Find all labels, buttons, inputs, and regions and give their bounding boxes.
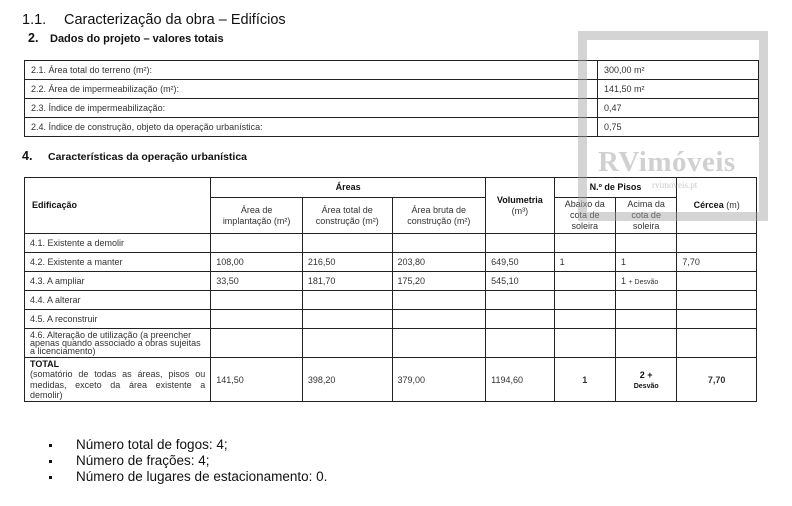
cell-bruta <box>392 291 486 310</box>
cell-bruta: 379,00 <box>392 358 486 402</box>
cell-abaixo <box>554 329 615 358</box>
col-header-area-bruta-construcao: Área bruta de construção (m²) <box>392 198 486 234</box>
volumetria-label: Volumetria <box>496 194 543 205</box>
list-item <box>62 437 327 453</box>
total-label <box>25 358 211 402</box>
row-label <box>25 329 211 358</box>
cell-abaixo <box>554 234 615 253</box>
cell-cercea <box>677 234 757 253</box>
row-value: 141,50 m² <box>598 80 759 99</box>
list-item <box>62 469 327 485</box>
cell-cercea <box>677 291 757 310</box>
cercea-unit: (m) <box>726 200 740 210</box>
table-row <box>25 61 759 80</box>
list-item <box>62 453 327 469</box>
row-label: 2.2. Área de impermeabilização (m²): <box>25 80 598 99</box>
row-label: 4.3. A ampliar <box>25 272 211 291</box>
cell-abaixo: 1 <box>554 358 615 402</box>
cell-implantacao: 141,50 <box>211 358 303 402</box>
summary-list <box>62 437 327 485</box>
cell-acima <box>615 272 676 291</box>
section-number: 2. <box>28 31 39 45</box>
cell-volumetria <box>486 310 554 329</box>
col-header-pisos: N.º de Pisos <box>554 178 677 198</box>
row-value: 0,47 <box>598 99 759 118</box>
cell-bruta <box>392 329 486 358</box>
cercea-label: Cércea <box>693 200 724 210</box>
row-value: 0,75 <box>598 118 759 137</box>
bullet-square-icon <box>49 476 52 479</box>
cell-volumetria <box>486 291 554 310</box>
cell-abaixo: 1 <box>554 253 615 272</box>
table-row <box>25 253 757 272</box>
watermark-url: rvimoveis.pt <box>652 180 698 190</box>
bullet-square-icon <box>49 460 52 463</box>
section-number: 4. <box>22 149 33 163</box>
cell-acima: 1 <box>615 253 676 272</box>
list-item-text: Número de frações: 4; <box>76 453 210 468</box>
col-header-area-total-construcao: Área total de construção (m²) <box>302 198 392 234</box>
section-title: Dados do projeto – valores totais <box>50 33 224 45</box>
table-row <box>25 118 759 137</box>
watermark-brand: RVimóveis <box>598 146 736 178</box>
cell-implantacao: 108,00 <box>211 253 303 272</box>
total-title: TOTAL <box>30 358 60 369</box>
section-title: Caracterização da obra – Edifícios <box>64 12 286 28</box>
cell-implantacao: 33,50 <box>211 272 303 291</box>
row-label: 4.5. A reconstruir <box>25 310 211 329</box>
row-label: 2.1. Área total do terreno (m²): <box>25 61 598 80</box>
cell-total: 398,20 <box>302 358 392 402</box>
table-row <box>25 272 757 291</box>
list-item-text: Número total de fogos: 4; <box>76 437 228 452</box>
cell-acima <box>615 329 676 358</box>
cell-cercea: 7,70 <box>677 253 757 272</box>
cell-total: 216,50 <box>302 253 392 272</box>
col-header-volumetria <box>486 178 554 234</box>
cell-abaixo <box>554 310 615 329</box>
cell-total <box>302 329 392 358</box>
table-row <box>25 99 759 118</box>
cell-implantacao <box>211 310 303 329</box>
cell-volumetria: 545,10 <box>486 272 554 291</box>
cell-volumetria: 649,50 <box>486 253 554 272</box>
row-label: 4.4. A alterar <box>25 291 211 310</box>
col-header-cercea <box>677 178 757 234</box>
cell-bruta: 203,80 <box>392 253 486 272</box>
acima-extra: + Desvão <box>628 279 659 286</box>
cell-bruta <box>392 310 486 329</box>
table-row <box>25 291 757 310</box>
list-item-text: Número de lugares de estacionamento: 0. <box>76 469 328 484</box>
cell-abaixo <box>554 291 615 310</box>
volumetria-unit: (m³) <box>511 205 529 216</box>
table-row <box>25 234 757 253</box>
cell-implantacao <box>211 291 303 310</box>
cell-total: 181,70 <box>302 272 392 291</box>
col-header-area-implantacao: Área de implantação (m²) <box>211 198 303 234</box>
table-row <box>25 80 759 99</box>
acima-value: 1 <box>620 276 626 286</box>
cell-cercea <box>677 272 757 291</box>
row-label: 4.2. Existente a manter <box>25 253 211 272</box>
row-label-main: 4.6. Alteração de utilização <box>30 330 138 340</box>
cell-bruta <box>392 234 486 253</box>
section-number: 1.1. <box>22 12 47 28</box>
cell-volumetria <box>486 234 554 253</box>
section-1-1-heading <box>22 12 286 28</box>
cell-acima <box>615 291 676 310</box>
cell-volumetria: 1194,60 <box>486 358 554 402</box>
acima-extra: Desvão <box>633 382 659 390</box>
cell-implantacao <box>211 329 303 358</box>
cell-bruta: 175,20 <box>392 272 486 291</box>
section-4-heading <box>22 149 247 163</box>
bullet-square-icon <box>49 444 52 447</box>
col-header-abaixo-cota: Abaixo da cota de soleira <box>554 198 615 234</box>
project-totals-table <box>24 60 759 137</box>
table-total-row <box>25 358 757 402</box>
cell-total <box>302 310 392 329</box>
row-label-note-open: (a <box>140 330 149 340</box>
table-header-row <box>25 178 757 198</box>
cell-cercea <box>677 329 757 358</box>
cell-acima <box>615 310 676 329</box>
urban-operation-table <box>24 177 757 402</box>
total-note: (somatório de todas as áreas, pisos ou medidas, exceto da área existente a demolir) <box>30 369 206 400</box>
cell-total <box>302 234 392 253</box>
col-header-edificacao: Edificação <box>25 178 211 234</box>
row-value: 300,00 m² <box>598 61 759 80</box>
cell-acima <box>615 234 676 253</box>
row-label: 4.1. Existente a demolir <box>25 234 211 253</box>
col-header-acima-cota: Acima da cota de soleira <box>615 198 676 234</box>
cell-cercea: 7,70 <box>677 358 757 402</box>
cell-acima <box>615 358 676 402</box>
table-row <box>25 329 757 358</box>
table-row <box>25 310 757 329</box>
cell-volumetria <box>486 329 554 358</box>
cell-implantacao <box>211 234 303 253</box>
row-label-note: preencher apenas quando associado a obras sujeitas a licenciamento) <box>30 330 201 356</box>
cell-abaixo <box>554 272 615 291</box>
cell-total <box>302 291 392 310</box>
row-label: 2.3. Índice de impermeabilização: <box>25 99 598 118</box>
cell-cercea <box>677 310 757 329</box>
acima-value: 2 + <box>639 369 653 380</box>
section-title: Características da operação urbanística <box>48 151 248 163</box>
row-label: 2.4. Índice de construção, objeto da operação urbanística: <box>25 118 598 137</box>
section-2-heading <box>28 31 224 45</box>
col-header-areas: Áreas <box>211 178 486 198</box>
